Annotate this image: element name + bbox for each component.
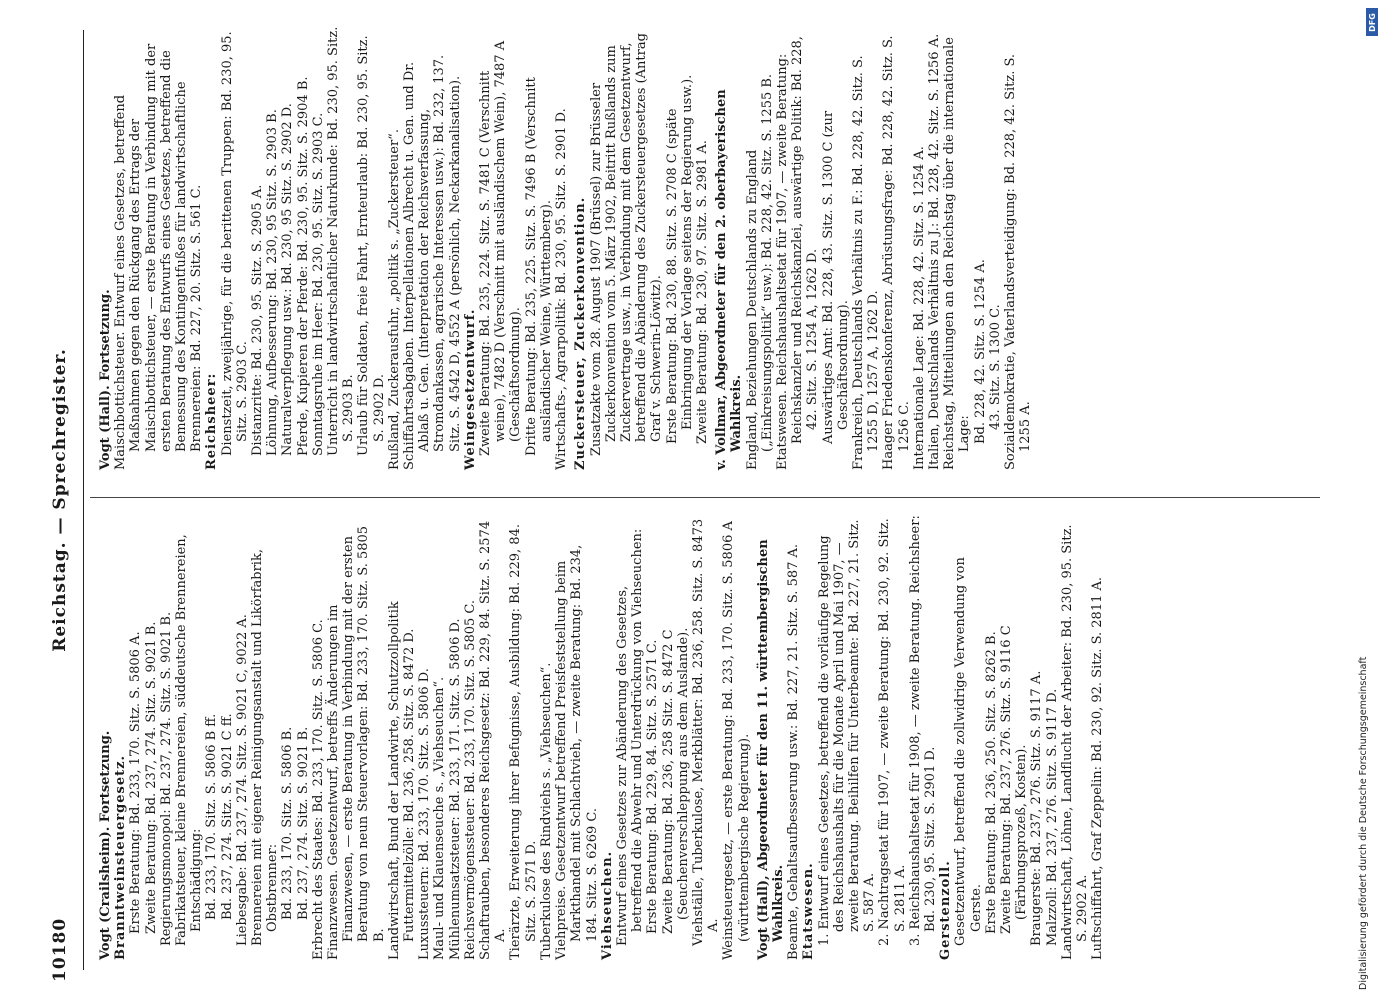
index-entry: Sonntagsruhe im Heer: Bd. 230, 95. Sitz. S. 2903 C.: [310, 112, 326, 456]
index-entry: Malzzoll: Bd. 237, 276. Sitz. S. 9117 D.: [1044, 688, 1060, 946]
index-entry: Maul- und Klauenseuche s. „Viehseuchen“.: [432, 676, 448, 960]
index-entry: Zweite Beratung: Bd. 237, 276. Sitz. S. 9116 C (Färbungsprozeß, Kosten).: [998, 625, 1030, 934]
index-entry: Haager Friedenskonferenz, Abrüstungsfrage: Bd. 228, 42. Sitz. S. 1256 C.: [881, 35, 912, 470]
index-entry: Tierärzte, Erweiterung ihrer Befugnisse, Ausbildung: Bd. 229, 84. Sitz. S. 2571 D.: [508, 524, 539, 960]
index-entry: Bd. 228, 42. Sitz. S. 1254 A.: [972, 259, 988, 444]
right-column: [98, 25, 1033, 470]
index-entry: Bd. 233, 170. Sitz. S. 5806 B.: [280, 726, 296, 920]
index-entry: Mühlenumsatzsteuer: Bd. 233, 171. Sitz. S. 5806 D.: [447, 618, 463, 960]
index-entry: Finanzwesen. Gesetzentwurf, betreffs Änderungen im Finanzwesen, — erste Beratung in Verbindung mit der ersten Beratung von neun Steuervorlagen: Bd. 233, 170. Sitz. S. 5805 B.: [326, 525, 387, 960]
index-entry: Italien, Deutschlands Verhältnis zu J.: Bd. 228, 42. Sitz. S. 1256 A.: [926, 33, 942, 470]
index-entry: Erste Beratung: Bd. 236, 250. Sitz. S. 8262 B.: [983, 631, 999, 934]
index-entry: Brennereien mit eigener Reinigungsanstalt und Likörfabrik, Obstbrenner:: [250, 549, 281, 946]
index-entry: Landwirtschaft, Bund der Landwirte, Schutzzollpolitik Futtermittelzölle: Bd. 236, 258. Sitz. S. 8472 D.: [386, 601, 418, 960]
index-entry: Braugerste: Bd. 237, 276. Sitz. S. 9117 A.: [1029, 670, 1045, 946]
digitization-credit: [1348, 0, 1383, 1000]
page-number: 10180: [50, 917, 70, 982]
index-entry: Sozialdemokratie, Vaterlandsverteidigung: Bd. 228, 42. Sitz. S. 1255 A.: [1002, 53, 1034, 470]
index-entry: Vogt (Hall), Abgeordneter für den 11. württembergischen Wahlkreis.: [755, 539, 786, 960]
index-entry: Zweite Beratung: Bd. 230, 97. Sitz. S. 2981 A.: [694, 140, 710, 444]
index-entry: Liebesgabe: Bd. 237, 274. Sitz. S. 9021 C, 9022 A.: [234, 614, 250, 946]
index-entry: Branntweinsteuergesetz.: [113, 754, 129, 960]
index-entry: Weinsteuergesetz, — erste Beratung: Bd. 233, 170. Sitz. S. 5806 A (württembergische Regierung).: [721, 521, 752, 960]
index-entry: Luftschiffahrt, Graf Zeppelin: Bd. 230, 92. Sitz. S. 2811 A.: [1090, 576, 1106, 960]
index-entry: Maischbottichsteuer. Entwurf eines Gesetzes, betreffend Maßnahmen gegen den Rückgang des Ertrags der Maischbottichsteuer, — erste Beratung in Verbindung mit der ersten Beratung des Entwurfs eines Gesetzes, betreffend die Bemessung des Kontingentfußes für landwirtschaftliche Brennereien: Bd. 227, 20. Sitz. S. 561 C.: [113, 43, 205, 470]
index-entry: Viehställe, Tuberkulose, Merkblätter: Bd. 236, 258. Sitz. S. 8473 A.: [690, 518, 722, 946]
index-entry: Unterricht in landwirtschaftlicher Naturkunde: Bd. 230, 95. Sitz. S. 2903 B.: [326, 26, 357, 456]
index-entry: Zweite Beratung: Bd. 237, 274. Sitz. S. 9021 B.: [143, 621, 159, 934]
index-entry: Regierungsmonopol: Bd. 237, 274. Sitz. S. 9021 B.: [158, 611, 174, 946]
index-entry: Erste Beratung: Bd. 230, 88. Sitz. S. 2708 C (späte Einbringung der Vorlage seitens der Regierung usw.).: [664, 74, 695, 444]
index-entry: Reichsheer:: [204, 372, 220, 470]
index-entry: Erbrecht des Staates: Bd. 233, 170. Sitz. S. 5806 C.: [310, 619, 326, 960]
index-entry: Bd. 237, 274. Sitz. S. 9021 B.: [295, 726, 311, 920]
index-entry: Bd. 233, 170. Sitz. S. 5806 B ff.: [204, 713, 220, 920]
running-head: [50, 0, 80, 1000]
index-entry: Erste Beratung: Bd. 229, 84. Sitz. S. 2571 C.: [645, 639, 661, 934]
index-entry: Naturalverpflegung usw.: Bd. 230, 95 Sitz. S. 2902 D.: [280, 103, 296, 456]
index-entry: Vogt (Crailsheim). Fortsetzung.: [98, 730, 113, 960]
index-entry: Dritte Beratung: Bd. 235, 225. Sitz. S. 7496 B (Verschnitt ausländischer Weine, Württemberg).: [523, 77, 554, 456]
dfg-logo: [1366, 8, 1378, 36]
index-entry: Fabrikatsteuer, kleine Brennereien, süddeutsche Brennereien, Entschädigung:: [174, 534, 205, 946]
index-entry: 43. Sitz. S. 1300 C.: [987, 304, 1003, 430]
header-rule: [83, 30, 84, 970]
index-entry: Tuberkulose des Rindviehs s. „Viehseuchen“.: [538, 662, 554, 960]
index-entry: Zweite Beratung: Bd. 236, 258 Sitz. S. 8472 C (Seuchenverschleppung aus dem Auslande).: [660, 627, 691, 934]
index-entry: Luxussteuern: Bd. 233, 170. Sitz. S. 5806 D.: [417, 668, 433, 960]
index-entry: Auswärtiges Amt: Bd. 228, 43. Sitz. S. 1300 C (zur Geschäftsordnung).: [820, 110, 851, 444]
index-entry: Vogt (Hall). Fortsetzung.: [98, 289, 113, 470]
index-entry: Rußland, Zuckerausfuhr, „politik s. „Zuckersteuer“.: [386, 129, 402, 470]
index-entry: Viehpreise. Gesetzentwurf betreffend Preisfeststellung beim Markthandel mit Schlachtvieh, — zweite Beratung: Bd. 234, 184. Sitz. S. 6269 C.: [554, 544, 600, 960]
index-entry: v. Vollmar, Abgeordneter für den 2. oberbayerischen Wahlkreis.: [714, 89, 745, 470]
index-entry: Reichskanzler und Reichskanzlei, auswärtige Politik: Bd. 228, 42. Sitz. S. 1254 A, 1262 D.: [790, 36, 821, 444]
index-entry: Schiffahrtsabgaben. Interpellationen Albrecht u. Gen. und Dr. Ablaß u. Gen. (Interpretation der Reichsverfassung, Stromdankassen, agrarische Interessen usw.): Bd. 232, 137. Sitz. S. 4542 D, 4552 A (persönlich, Neckarkanalisation).: [402, 54, 463, 470]
index-entry: Distanzritte: Bd. 230, 95. Sitz. S. 2905 A.: [250, 184, 266, 456]
index-entry: Gesetzentwurf, betreffend die zollwidrige Verwendung von Gerste.: [953, 557, 984, 946]
index-entry: Pferde, Kupieren der Pferde: Bd. 230, 95. Sitz. S. 2904 B.: [295, 76, 311, 456]
index-entry: Zweite Beratung: Bd. 235, 224. Sitz. S. 7481 C (Verschnitt weine), 7482 D (Verschnitt mit ausländischem Wein), 7487 A (Geschäftsordnung).: [478, 40, 524, 456]
index-entry: Viehseuchen.: [599, 850, 615, 960]
index-entry: 3. Reichshaushaltsetat für 1908, — zweite Beratung. Reichsheer: Bd. 230, 95. Sitz. S. 2901 D.: [907, 515, 938, 946]
index-entry: Beamte, Gehaltsaufbesserung usw.: Bd. 227, 21. Sitz. S. 587 A.: [786, 543, 802, 960]
index-entry: Weingesetzentwurf.: [462, 308, 478, 470]
index-entry: Urlaub für Soldaten, freie Fahrt, Ernteurlaub: Bd. 230, 95. Sitz. S. 2902 D.: [356, 35, 387, 456]
index-entry: Reichsvermögenssteuer: Bd. 233, 170. Sitz. S. 5805 C.: [462, 599, 478, 960]
index-entry: Gerstenzoll.: [938, 860, 954, 960]
credit-text: Digitalisierung gefördert durch die Deutsche Forschungsgemeinschaft: [1358, 656, 1369, 990]
index-entry: Entwurf eines Gesetzes zur Abänderung des Gesetzes, betreffend die Abwehr und Unterdrückung von Viehseuchen:: [614, 528, 646, 946]
index-entry: 1. Entwurf eines Gesetzes, betreffend die vorläufige Regelung des Reichshaushalts für die Monate April und Mai 1907, — zweite Beratung. Beihilfen für Unterbeamte: Bd. 227, 21. Sitz. S. 587 A.: [816, 519, 878, 946]
index-entry: Bd. 237, 274. Sitz. S. 9021 C ff.: [219, 713, 235, 920]
index-entry: Schaftrauben, besonderes Reichsgesetz: Bd. 229, 84. Sitz. S. 2574 A.: [478, 520, 509, 960]
index-entry: England, Beziehungen Deutschlands zu England („Einkreisungspolitik“ usw.): Bd. 228, 42. Sitz. S. 1255 B.: [744, 73, 775, 470]
column-divider: [90, 497, 1320, 498]
index-entry: Zusatzakte vom 28. August 1907 (Brüssel) zur Brüsseler Zuckerkonvention vom 5. März 1902, Beitritt Rußlands zum Zuckervertrage usw., in Verbindung mit dem Gesetzentwurf, betreffend die Abänderung des Zuckersteuergesetzes (Antrag Graf v. Schwerin-Löwitz).: [588, 33, 665, 456]
left-column: [98, 515, 1105, 960]
index-entry: Etatswesen.: [801, 862, 817, 960]
index-entry: Wirtschafts-, Agrarpolitik: Bd. 230, 95. Sitz. S. 2901 D.: [554, 108, 570, 470]
index-entry: Löhnung, Aufbesserung: Bd. 230, 95 Sitz. S. 2903 B.: [265, 109, 281, 456]
index-entry: Internationale Lage: Bd. 228, 42. Sitz. S. 1254 A.: [911, 146, 927, 470]
page-title: Reichstag. — Sprechregister.: [50, 348, 70, 652]
index-entry: Reichstag, Mitteilungen an den Reichstag über die internationale Lage:: [942, 37, 973, 470]
dfg-logo-text: DFG: [1367, 12, 1377, 32]
index-entry: Etatswesen. Reichshaushaltsetat für 1907, — zweite Beratung:: [774, 53, 790, 470]
index-entry: Zuckersteuer, Zuckerkonvention.: [573, 196, 589, 470]
index-entry: Erste Beratung: Bd. 233, 170. Sitz. S. 5806 A.: [128, 631, 144, 934]
index-entry: Frankreich, Deutschlands Verhältnis zu F.: Bd. 228, 42. Sitz. S. 1255 D, 1257 A, 1262 D.: [850, 55, 882, 470]
index-entry: Landwirtschaft, Löhne, Landflucht der Arbeiter: Bd. 230, 95. Sitz. S. 2902 A.: [1059, 524, 1090, 960]
index-entry: Dienstzeit, zweijährige, für die berittenen Truppen: Bd. 230, 95. Sitz. S. 2903 C.: [219, 31, 250, 456]
index-entry: 2. Nachtragsetat für 1907, — zweite Beratung: Bd. 230, 92. Sitz. S. 2811 A.: [877, 518, 908, 946]
